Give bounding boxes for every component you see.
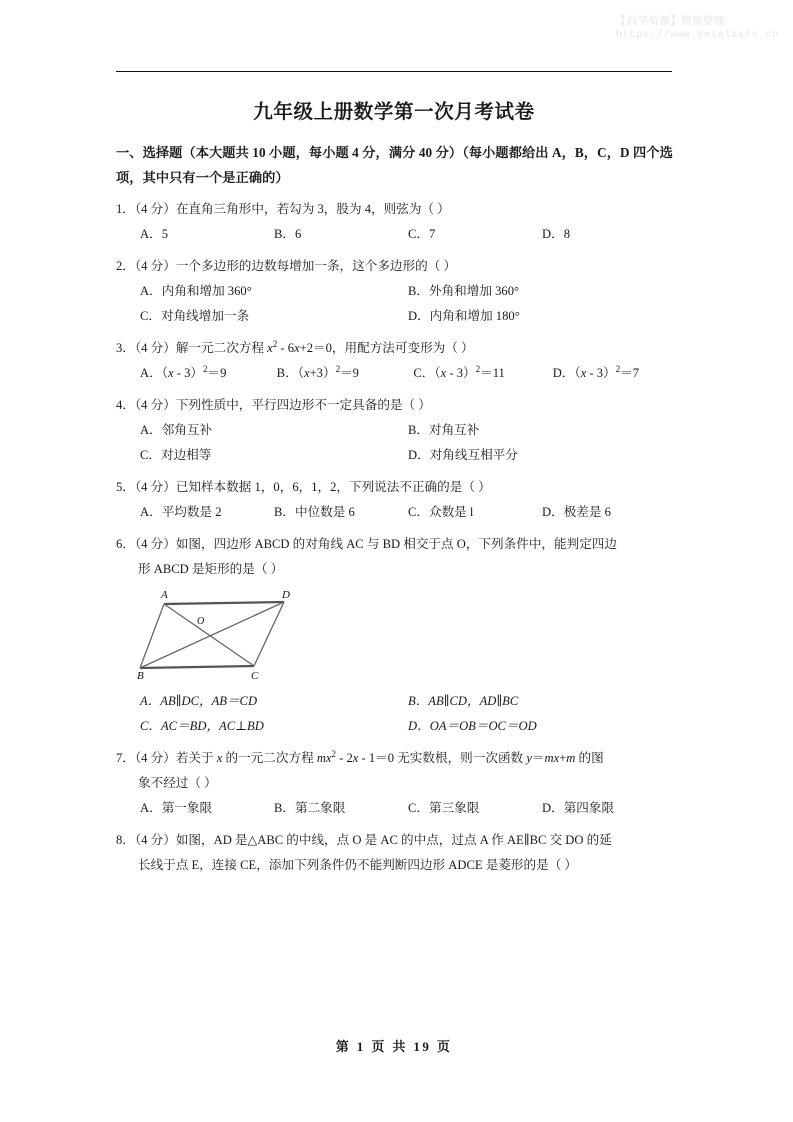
opt-c-mid: - 3） xyxy=(446,366,476,380)
question-8-score: （4 分） xyxy=(134,833,176,847)
question-4 xyxy=(116,393,676,468)
question-4-stem xyxy=(116,393,676,418)
option-row xyxy=(140,361,676,386)
question-3-number: 3． xyxy=(116,341,135,355)
option-a[interactable]: A．AB∥DC，AB＝CD xyxy=(140,694,258,708)
vertex-label-d: D xyxy=(282,589,290,601)
question-2-stem xyxy=(116,254,676,279)
opt-b-sup: 2 xyxy=(335,363,341,374)
option-a[interactable]: A．邻角互补 xyxy=(140,423,213,437)
question-8-text-line2: 长线于点 E，连接 CE，添加下列条件仍不能判断四边形 ADCE 是菱形的是（ ） xyxy=(138,858,578,872)
watermark-source-label: 【尚学资源】搜集整理: xyxy=(615,15,729,27)
q7-text-a: 若关于 xyxy=(175,751,217,765)
q7-text-c: - 2 xyxy=(336,751,353,765)
option-c[interactable]: C．众数是 l xyxy=(408,505,474,519)
option-row xyxy=(140,304,676,329)
question-5-score: （4 分） xyxy=(134,480,176,494)
opt-a-prefix: A．（ xyxy=(140,366,168,380)
page-footer: 第 1 页 共 19 页 xyxy=(335,1039,453,1054)
q3-text-a: 解一元二次方程 xyxy=(175,341,268,355)
question-2 xyxy=(116,254,676,329)
q7-term-mx2: mx xyxy=(544,751,560,765)
question-8-stem xyxy=(116,828,676,878)
option-d[interactable]: D．8 xyxy=(542,227,570,241)
option-d[interactable]: D．第四象限 xyxy=(542,801,615,815)
option-c[interactable]: C．对边相等 xyxy=(140,448,212,462)
opt-d-sup: 2 xyxy=(615,363,621,374)
option-row xyxy=(140,689,676,714)
option-b[interactable]: B．第二象限 xyxy=(274,801,346,815)
question-4-number: 4． xyxy=(116,398,135,412)
option-c[interactable]: C．AC＝BD，AC⊥BD xyxy=(140,719,264,733)
question-1-stem xyxy=(116,197,676,222)
question-7-options xyxy=(116,796,676,821)
question-6-score: （4 分） xyxy=(134,537,176,551)
question-6-stem xyxy=(116,532,676,582)
option-d[interactable]: D．内角和增加 180° xyxy=(408,309,520,323)
opt-d-mid: - 3） xyxy=(586,366,616,380)
q7-var-m: m xyxy=(566,751,576,765)
option-c[interactable]: C．第三象限 xyxy=(408,801,480,815)
option-b[interactable]: B．外角和增加 360° xyxy=(408,284,520,298)
q3-text-b: - 6 xyxy=(277,341,295,355)
question-5-stem xyxy=(116,475,676,500)
option-row xyxy=(140,222,676,247)
page-title: 九年级上册数学第一次月考试卷 xyxy=(253,102,535,123)
question-8-number: 8． xyxy=(116,833,135,847)
option-row xyxy=(140,279,676,304)
opt-a-mid: - 3） xyxy=(173,366,203,380)
option-b[interactable] xyxy=(277,361,414,386)
opt-a-suffix: ＝9 xyxy=(207,366,227,380)
option-row xyxy=(140,714,676,739)
opt-c-suffix: ＝11 xyxy=(480,366,505,380)
question-6-text-line1: 如图，四边形 ABCD 的对角线 AC 与 BD 相交于点 O，下列条件中，能判定四边 xyxy=(175,537,617,551)
q7-text-e: 的图 xyxy=(575,751,604,765)
header-divider xyxy=(116,71,672,72)
watermark-url: https://www.datalists.cn xyxy=(615,30,779,42)
q7-text-d: - 1＝0 无实数根，则一次函数 xyxy=(358,751,527,765)
option-c[interactable]: C．7 xyxy=(408,227,436,241)
q7-term-mx: mx xyxy=(316,751,332,765)
question-5-text: 已知样本数据 1，0，6，1，2，下列说法不正确的是（ ） xyxy=(175,480,491,494)
opt-b-mid: +3） xyxy=(309,366,336,380)
option-d[interactable]: D．对角线互相平分 xyxy=(408,448,518,462)
option-b[interactable]: B．中位数是 6 xyxy=(274,505,355,519)
opt-b-prefix: B．（ xyxy=(276,366,304,380)
question-4-score: （4 分） xyxy=(134,398,176,412)
q7-exponent: 2 xyxy=(331,748,336,759)
q3-var-x2: x xyxy=(294,341,300,355)
question-5-options xyxy=(116,500,676,525)
opt-d-prefix: D．（ xyxy=(552,366,581,380)
q7-var-y: y xyxy=(526,751,532,765)
q3-var-x: x xyxy=(267,341,273,355)
opt-c-prefix: C．（ xyxy=(413,366,441,380)
option-d[interactable]: D．OA＝OB＝OC＝OD xyxy=(408,719,537,733)
option-row xyxy=(140,418,676,443)
vertex-label-o: O xyxy=(197,616,205,627)
opt-b-var: x xyxy=(303,366,310,380)
question-1-text: 在直角三角形中，若勾为 3，股为 4，则弦为（ ） xyxy=(175,202,450,216)
question-4-options xyxy=(116,418,676,468)
question-6-text-line2: 形 ABCD 是矩形的是（ ） xyxy=(138,562,284,576)
q3-text-c: +2＝0，用配方法可变形为（ ） xyxy=(299,341,474,355)
question-7-text-line2: 象不经过（ ） xyxy=(138,776,217,790)
option-d[interactable] xyxy=(553,361,676,386)
option-d[interactable]: D．极差是 6 xyxy=(542,505,611,519)
question-2-number: 2． xyxy=(116,259,135,273)
option-row xyxy=(140,500,676,525)
section-heading-choice: 一、选择题（本大题共 10 小题，每小题 4 分，满分 40 分）（每小题都给出 A，B，C，D 四个选项，其中只有一个是正确的） xyxy=(116,145,673,185)
q7-equals: ＝ xyxy=(531,751,545,765)
question-2-options xyxy=(116,279,676,329)
q7-var-x2: x xyxy=(352,751,359,765)
question-3-options xyxy=(116,361,676,386)
option-a[interactable] xyxy=(140,361,277,386)
parallelogram-diagram xyxy=(134,588,314,680)
opt-b-suffix: ＝9 xyxy=(340,366,359,380)
option-a[interactable]: A．内角和增加 360° xyxy=(140,284,252,298)
q7-plus: + xyxy=(559,751,567,765)
opt-c-var: x xyxy=(440,366,447,380)
option-b[interactable]: B．AB∥CD，AD∥BC xyxy=(408,694,519,708)
option-b[interactable]: B．6 xyxy=(274,227,302,241)
question-6-number: 6． xyxy=(116,537,135,551)
question-1-number: 1． xyxy=(116,202,135,216)
vertex-label-a: A xyxy=(161,589,168,601)
question-4-text: 下列性质中，平行四边形不一定具备的是（ ） xyxy=(175,398,431,412)
option-c[interactable] xyxy=(413,361,552,386)
q7-text-b: 的一元二次方程 xyxy=(222,751,317,765)
question-7-stem xyxy=(116,746,676,796)
question-6-options xyxy=(116,689,676,739)
option-a[interactable]: A．5 xyxy=(140,227,168,241)
question-3-stem xyxy=(116,336,676,361)
question-3-score: （4 分） xyxy=(134,341,176,355)
question-7-score: （4 分） xyxy=(134,751,176,765)
option-b[interactable]: B．对角互补 xyxy=(408,423,480,437)
question-1-options xyxy=(116,222,676,247)
question-2-text: 一个多边形的边数每增加一条，这个多边形的（ ） xyxy=(175,259,457,273)
question-2-score: （4 分） xyxy=(134,259,176,273)
question-1 xyxy=(116,197,676,247)
opt-c-sup: 2 xyxy=(475,363,481,374)
option-row xyxy=(140,796,676,821)
q3-exponent: 2 xyxy=(272,338,278,349)
option-c[interactable]: C．对角线增加一条 xyxy=(140,309,250,323)
option-row xyxy=(140,443,676,468)
question-6-figure xyxy=(116,588,676,685)
question-6 xyxy=(116,532,676,739)
opt-d-var: x xyxy=(580,366,587,380)
opt-a-var: x xyxy=(167,366,174,380)
question-3 xyxy=(116,336,676,386)
watermark xyxy=(616,14,779,44)
q7-var-x: x xyxy=(216,751,223,765)
question-5 xyxy=(116,475,676,525)
exam-content xyxy=(116,140,676,878)
opt-a-sup: 2 xyxy=(202,363,208,374)
question-7-number: 7． xyxy=(116,751,135,765)
question-1-score: （4 分） xyxy=(134,202,176,216)
question-8 xyxy=(116,828,676,878)
vertex-label-c: C xyxy=(251,670,259,680)
option-a[interactable]: A．平均数是 2 xyxy=(140,505,222,519)
opt-d-suffix: ＝7 xyxy=(620,366,640,380)
question-5-number: 5． xyxy=(116,480,135,494)
vertex-label-b: B xyxy=(137,670,144,680)
question-8-text-line1: 如图，AD 是△ABC 的中线，点 O 是 AC 的中点，过点 A 作 AE∥BC 交 DO 的延 xyxy=(175,833,612,847)
question-7 xyxy=(116,746,676,821)
option-a[interactable]: A．第一象限 xyxy=(140,801,213,815)
